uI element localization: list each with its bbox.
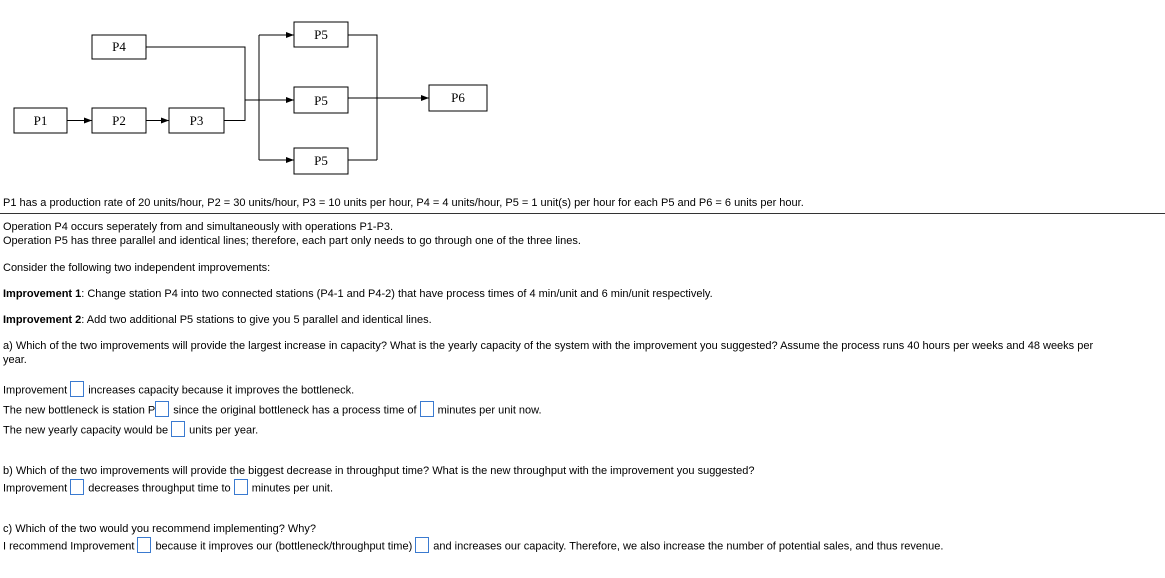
divider	[0, 213, 1165, 214]
answer-c-suffix: and increases our capacity. Therefore, we also increase the number of potential sales, and thus revenue.	[433, 540, 944, 553]
question-b-text: b) Which of the two improvements will provide the biggest decrease in throughput time? What is the new throughput with the improvement you suggested?	[3, 465, 755, 477]
answer-a-row-2-prefix: The new bottleneck is station P	[3, 404, 156, 417]
answer-a-row-1-suffix: increases capacity because it improves the bottleneck.	[88, 384, 355, 397]
yearly-capacity-input[interactable]	[171, 421, 185, 437]
answer-b-suffix: minutes per unit.	[251, 482, 334, 495]
answer-a-row-3	[3, 424, 258, 437]
improvement-2-text	[3, 314, 432, 327]
process-flow-diagram	[0, 0, 1165, 200]
question-a-line-2: year.	[3, 354, 27, 366]
answer-a-row-1	[3, 384, 354, 397]
answer-a-row-2-suffix: minutes per unit now.	[437, 404, 542, 417]
answer-c-prefix: I recommend Improvement	[3, 540, 135, 553]
answer-b-middle: decreases throughput time to	[88, 482, 231, 495]
answer-a-row-3-prefix: The new yearly capacity would be	[3, 424, 169, 437]
edge-p4-merge	[146, 47, 259, 100]
edge-p3-merge	[224, 100, 245, 121]
recommended-improvement-input[interactable]	[137, 537, 151, 553]
improvement-1-text	[3, 288, 713, 301]
node-p1-label: P1	[33, 113, 48, 128]
answer-a-row-2	[3, 404, 542, 417]
question-a-line-1: a) Which of the two improvements will provide the largest increase in capacity? What is the yearly capacity of the system with the improvement you suggested? Assume the process runs 40 hours per weeks and 48 weeks per	[3, 340, 1094, 352]
answer-a-row-1-prefix: Improvement	[3, 384, 68, 397]
operation-p4-text: Operation P4 occurs seperately from and simultaneously with operations P1-P3.	[3, 221, 394, 233]
node-p5-top-label: P5	[314, 27, 328, 42]
improvement-2-label: Improvement 2	[3, 314, 82, 326]
answer-a-row-3-suffix: units per year.	[189, 424, 259, 437]
improvement-choice-input-a[interactable]	[70, 381, 84, 397]
bottleneck-station-input[interactable]	[155, 401, 169, 417]
node-p4-label: P4	[112, 39, 126, 54]
bottleneck-throughput-input[interactable]	[415, 537, 429, 553]
consider-text: Consider the following two independent improvements:	[3, 262, 271, 274]
answer-b-prefix: Improvement	[3, 482, 68, 495]
node-p3-label: P3	[189, 113, 204, 128]
answer-c-row	[3, 540, 943, 553]
improvement-1-description: : Change station P4 into two connected stations (P4-1 and P4-2) that have process times of 4 min/unit and 6 min/unit respectively.	[81, 288, 713, 300]
node-p5-bottom-label: P5	[314, 153, 328, 168]
improvement-choice-input-b[interactable]	[70, 479, 84, 495]
operation-p5-text: Operation P5 has three parallel and identical lines; therefore, each part only needs to go through one of the three lines.	[3, 235, 581, 247]
throughput-time-input[interactable]	[234, 479, 248, 495]
improvement-2-description: : Add two additional P5 stations to give you 5 parallel and identical lines.	[81, 314, 432, 326]
node-p5-middle-label: P5	[314, 93, 328, 108]
node-p2-label: P2	[112, 113, 126, 128]
process-time-input[interactable]	[420, 401, 434, 417]
production-rates-text: P1 has a production rate of 20 units/hour, P2 = 30 units/hour, P3 = 10 units per hour, P4 = 4 units/hour, P5 = 1 unit(s) per hour for each P5 and P6 = 6 units per hour.	[3, 197, 804, 209]
answer-b-row	[3, 482, 333, 495]
answer-a-row-2-middle: since the original bottleneck has a process time of	[173, 404, 417, 417]
answer-c-middle: because it improves our (bottleneck/throughput time)	[155, 540, 413, 553]
improvement-1-label: Improvement 1	[3, 288, 82, 300]
question-c-text: c) Which of the two would you recommend implementing? Why?	[3, 523, 317, 535]
node-p6-label: P6	[451, 90, 465, 105]
